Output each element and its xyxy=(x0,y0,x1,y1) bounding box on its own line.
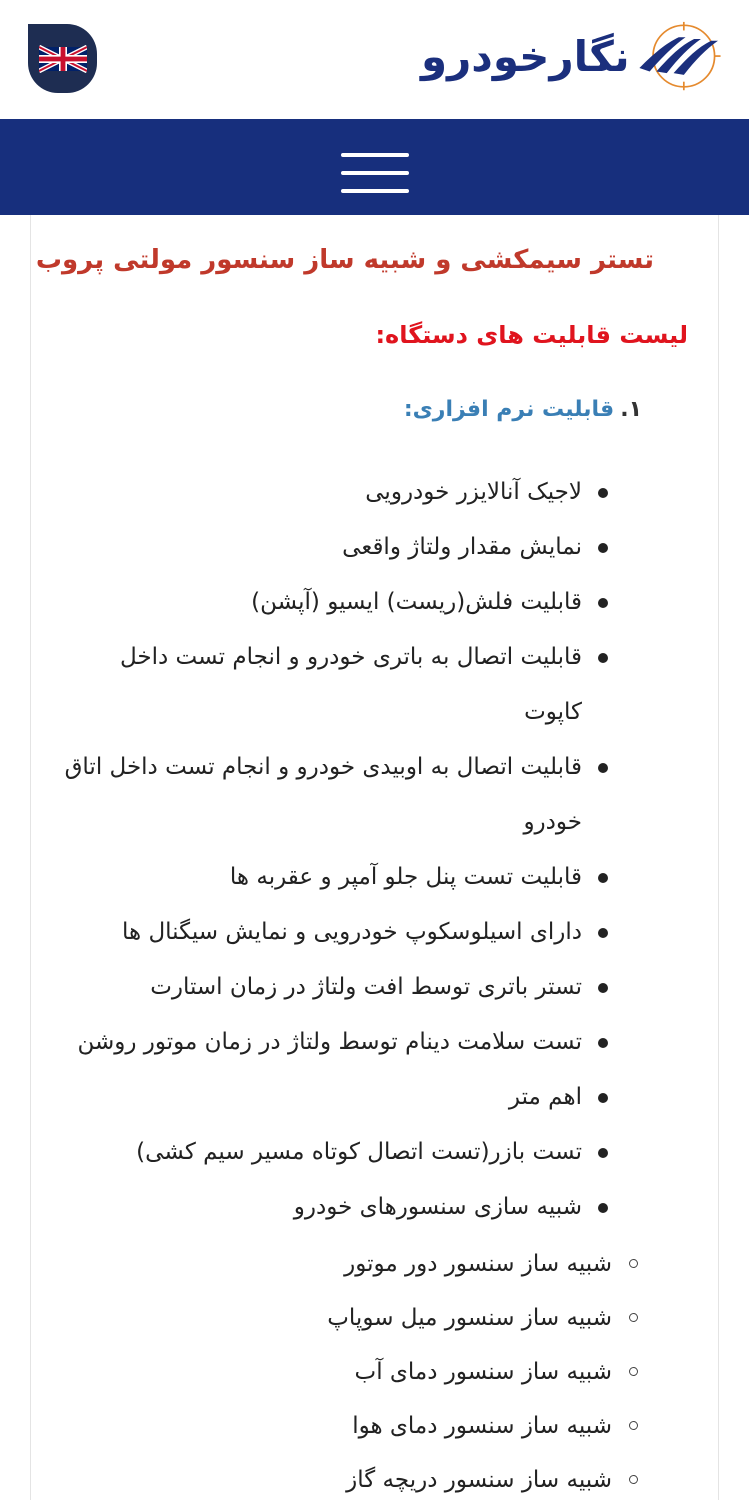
bullet-icon xyxy=(598,1038,608,1048)
list-item-text: دارای اسیلوسکوپ خودرویی و نمایش سیگنال ها xyxy=(122,919,582,945)
list-item-text: قابلیت اتصال به باتری خودرو و انجام تست داخل کاپوت xyxy=(119,644,582,725)
main-content xyxy=(30,215,719,1500)
bullet-icon xyxy=(598,1093,608,1103)
circle-bullet-icon xyxy=(629,1259,638,1268)
bullet-icon xyxy=(598,1203,608,1213)
sub-list-item xyxy=(29,1291,718,1345)
top-header xyxy=(0,0,749,119)
bullet-icon xyxy=(598,873,608,883)
logo-mark-icon xyxy=(636,14,721,99)
sub-list-item-text: شبیه ساز سنسور دمای آب xyxy=(354,1359,612,1385)
section-heading: لیست قابلیت های دستگاه: xyxy=(375,321,688,349)
site-logo[interactable] xyxy=(421,14,721,99)
list-item xyxy=(29,905,718,960)
hamburger-line xyxy=(341,153,409,157)
sub-heading-text: قابلیت نرم افزاری: xyxy=(403,397,615,422)
sensor-simulator-list xyxy=(29,1237,718,1500)
list-item-text: اهم متر xyxy=(508,1084,582,1110)
page-title: تستر سیمکشی و شبیه ساز سنسور مولتی پروب xyxy=(35,245,654,275)
bullet-icon xyxy=(598,598,608,608)
logo-text: نگارخودرو xyxy=(421,31,630,81)
feature-list xyxy=(29,465,718,1235)
list-item xyxy=(29,465,718,520)
bullet-icon xyxy=(598,488,608,498)
sub-list-item-text: شبیه ساز سنسور دریچه گاز xyxy=(346,1467,612,1493)
list-item-text: نمایش مقدار ولتاژ واقعی xyxy=(342,534,582,560)
bullet-icon xyxy=(598,543,608,553)
sub-list-item xyxy=(29,1345,718,1399)
list-item xyxy=(29,1125,718,1180)
sub-list-item-text: شبیه ساز سنسور دمای هوا xyxy=(352,1413,612,1439)
hamburger-line xyxy=(341,189,409,193)
list-item xyxy=(29,740,718,850)
list-item-text: تست بازر(تست اتصال کوتاه مسیر سیم کشی) xyxy=(136,1139,582,1165)
list-item-text: تستر باتری توسط افت ولتاژ در زمان استارت xyxy=(150,974,582,1000)
list-item-text: لاجیک آنالایزر خودرویی xyxy=(365,479,582,505)
sub-heading xyxy=(404,397,642,422)
bullet-icon xyxy=(598,763,608,773)
list-item-text: شبیه سازی سنسورهای خودرو xyxy=(293,1194,582,1220)
sub-heading-number: ۱. xyxy=(620,397,642,422)
hamburger-line xyxy=(341,171,409,175)
sub-list-item xyxy=(29,1237,718,1291)
list-item xyxy=(29,1070,718,1125)
sub-list-item xyxy=(29,1453,718,1500)
list-item-text: قابلیت فلش(ریست) ایسیو (آپشن) xyxy=(251,589,582,615)
list-item xyxy=(29,630,718,740)
list-item xyxy=(29,575,718,630)
list-item-text: تست سلامت دینام توسط ولتاژ در زمان موتور روشن xyxy=(77,1029,582,1055)
list-item-text: قابلیت تست پنل جلو آمپر و عقربه ها xyxy=(229,864,582,890)
circle-bullet-icon xyxy=(629,1313,638,1322)
circle-bullet-icon xyxy=(629,1475,638,1484)
list-item xyxy=(29,1015,718,1070)
bullet-icon xyxy=(598,983,608,993)
bullet-icon xyxy=(598,928,608,938)
sub-list-item xyxy=(29,1399,718,1453)
list-item-text: قابلیت اتصال به اوبیدی خودرو و انجام تست داخل اتاق خودرو xyxy=(64,754,582,835)
circle-bullet-icon xyxy=(629,1421,638,1430)
list-item xyxy=(29,850,718,905)
bullet-icon xyxy=(598,653,608,663)
hamburger-menu-icon[interactable] xyxy=(341,153,409,193)
circle-bullet-icon xyxy=(629,1367,638,1376)
uk-flag-icon xyxy=(39,45,87,73)
sub-list-item-text: شبیه ساز سنسور میل سوپاپ xyxy=(327,1305,612,1331)
list-item xyxy=(29,520,718,575)
language-switch-button[interactable] xyxy=(28,24,97,93)
nav-bar xyxy=(0,119,749,215)
list-item xyxy=(29,960,718,1015)
list-item xyxy=(29,1180,718,1235)
bullet-icon xyxy=(598,1148,608,1158)
sub-list-item-text: شبیه ساز سنسور دور موتور xyxy=(344,1251,612,1277)
